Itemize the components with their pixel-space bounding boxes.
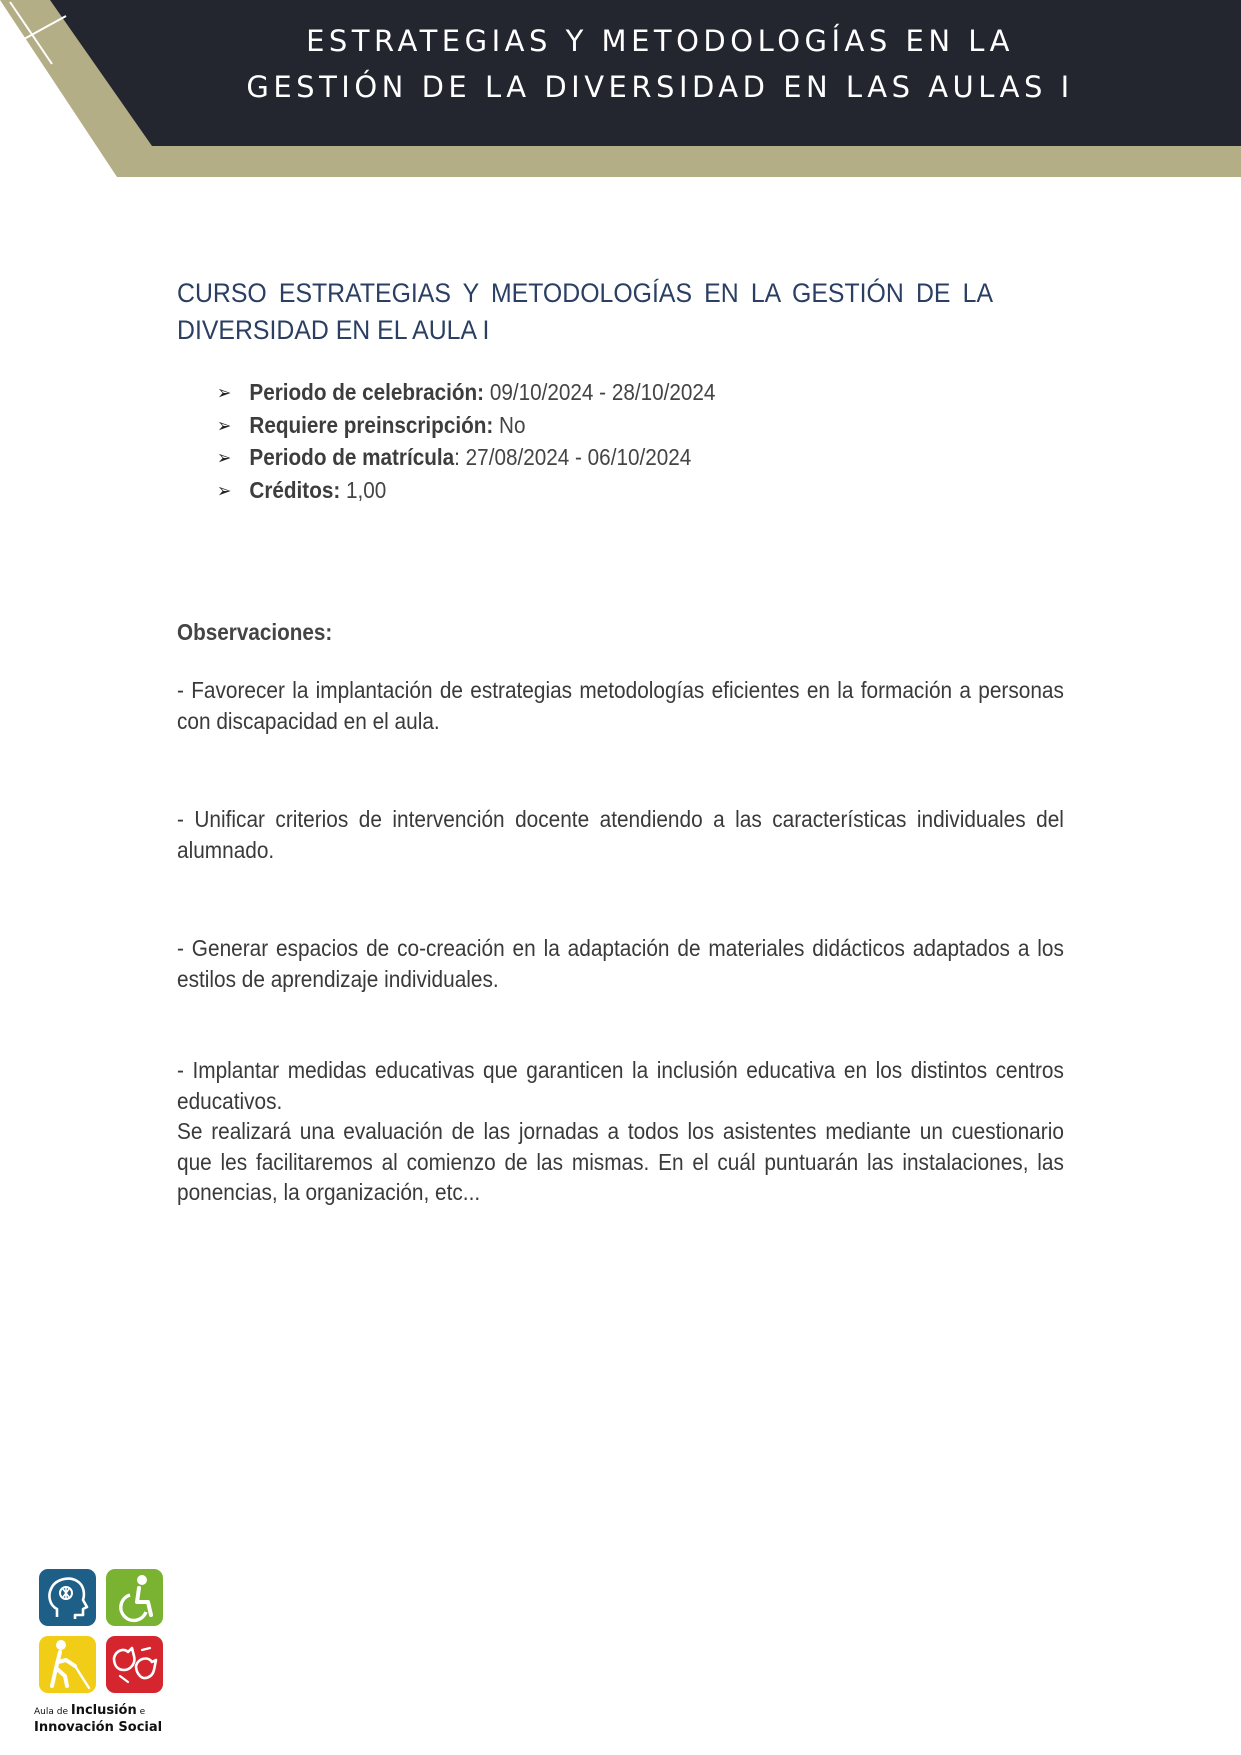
banner-title-line1: ESTRATEGIAS Y METODOLOGÍAS EN LA bbox=[306, 24, 1014, 58]
logo-wordmark bbox=[34, 1702, 184, 1735]
banner-title bbox=[200, 18, 1120, 110]
arrowhead-bullet-icon: ➢ bbox=[217, 383, 232, 404]
detail-periodo-matricula bbox=[217, 442, 715, 475]
header-banner bbox=[0, 0, 1241, 180]
sign-language-hands-icon bbox=[106, 1636, 163, 1693]
cross-decoration-icon bbox=[0, 0, 70, 66]
arrowhead-bullet-icon: ➢ bbox=[217, 448, 232, 469]
observations-heading: Observaciones: bbox=[177, 619, 333, 645]
arrowhead-bullet-icon: ➢ bbox=[217, 415, 232, 437]
arrowhead-bullet-icon: ➢ bbox=[217, 480, 232, 502]
observation-paragraph: - Generar espacios de co-creación en la adaptación de materiales didácticos adaptados a los estilos de aprendizaje individuales. bbox=[177, 935, 1064, 992]
detail-periodo-celebracion bbox=[217, 377, 715, 410]
banner-title-line2: GESTIÓN DE LA DIVERSIDAD EN LAS AULAS I bbox=[246, 70, 1074, 104]
course-details-list bbox=[217, 377, 715, 507]
logo-text-inclusion: Inclusión bbox=[70, 1703, 137, 1718]
observation-paragraph: - Unificar criterios de intervención docente atendiendo a las características individuales del alumnado. bbox=[177, 806, 1064, 863]
detail-value: 09/10/2024 - 28/10/2024 bbox=[484, 379, 716, 405]
logo-text-small: e bbox=[136, 1707, 146, 1717]
detail-requiere-preinscripcion bbox=[217, 410, 715, 443]
detail-creditos bbox=[217, 475, 715, 508]
logo-text-small: Aula de bbox=[34, 1707, 71, 1717]
blind-person-cane-icon bbox=[39, 1636, 96, 1693]
wheelchair-icon bbox=[106, 1569, 163, 1626]
observation-paragraph: Se realizará una evaluación de las jornadas a todos los asistentes mediante un cuestionario que les facilitaremos al comienzo de las mismas. En el cuál puntuarán las instalaciones, las ponencias, la organización, etc... bbox=[177, 1118, 1064, 1205]
detail-label: Créditos: bbox=[249, 476, 341, 503]
observation-paragraph: - Implantar medidas educativas que garanticen la inclusión educativa en los distintos centros educativos. bbox=[177, 1057, 1064, 1114]
observation-paragraph: - Favorecer la implantación de estrategias metodologías eficientes en la formación a personas con discapacidad en el aula. bbox=[177, 677, 1064, 734]
head-brain-icon bbox=[39, 1569, 96, 1626]
detail-label: Requiere preinscripción: bbox=[249, 411, 494, 438]
detail-label: Periodo de matrícula bbox=[249, 444, 455, 470]
detail-value: : 27/08/2024 - 06/10/2024 bbox=[454, 444, 692, 470]
course-title: CURSO ESTRATEGIAS Y METODOLOGÍAS EN LA GESTIÓN DE LA DIVERSIDAD EN EL AULA I bbox=[177, 278, 994, 345]
aula-inclusion-logo bbox=[34, 1566, 179, 1736]
detail-value: No bbox=[493, 411, 526, 438]
logo-text-innovacion: Innovación Social bbox=[34, 1720, 163, 1735]
detail-value: 1,00 bbox=[340, 476, 387, 503]
detail-label: Periodo de celebración: bbox=[249, 379, 485, 405]
